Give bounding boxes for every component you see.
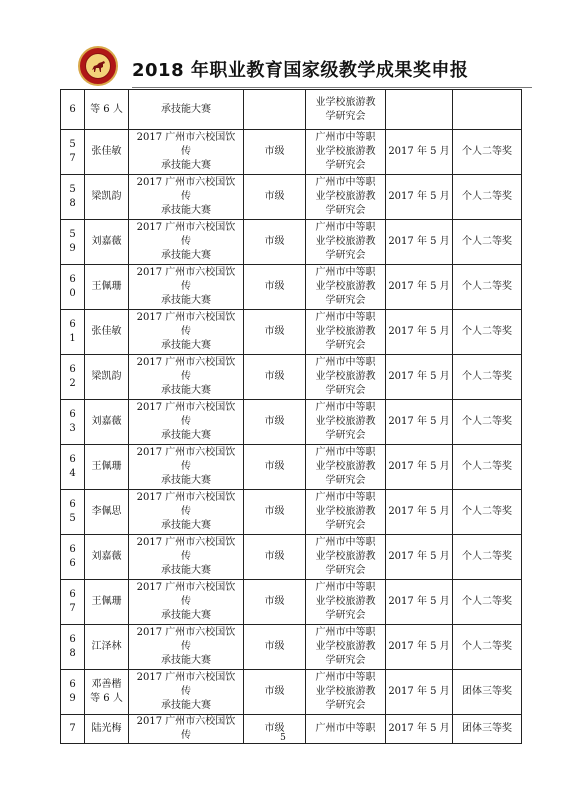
row-number: 6 4 xyxy=(61,445,85,490)
row-number: 6 5 xyxy=(61,490,85,535)
award-result: 个人二等奖 xyxy=(453,580,522,625)
organizer: 广州市中等职 业学校旅游教 学研究会 xyxy=(306,220,386,265)
row-number: 6 7 xyxy=(61,580,85,625)
student-name: 李佩思 xyxy=(85,490,129,535)
table-row xyxy=(61,535,522,580)
organizer: 业学校旅游教 学研究会 xyxy=(306,90,386,130)
award-level: 市级 xyxy=(244,400,306,445)
table-row xyxy=(61,310,522,355)
table-row xyxy=(61,130,522,175)
row-number: 5 8 xyxy=(61,175,85,220)
row-number: 6 3 xyxy=(61,400,85,445)
organizer: 广州市中等职 xyxy=(306,715,386,744)
student-name: 王佩珊 xyxy=(85,580,129,625)
award-result xyxy=(453,90,522,130)
row-number: 6 xyxy=(61,90,85,130)
competition-name: 2017 广州市六校国饮传 承技能大赛 xyxy=(129,625,244,670)
competition-name: 2017 广州市六校国饮传 承技能大赛 xyxy=(129,400,244,445)
award-date: 2017 年 5 月 xyxy=(386,670,453,715)
row-number: 6 8 xyxy=(61,625,85,670)
organizer: 广州市中等职 业学校旅游教 学研究会 xyxy=(306,310,386,355)
award-result: 个人二等奖 xyxy=(453,265,522,310)
award-result: 个人二等奖 xyxy=(453,535,522,580)
award-date xyxy=(386,90,453,130)
organizer: 广州市中等职 业学校旅游教 学研究会 xyxy=(306,265,386,310)
award-result: 团体三等奖 xyxy=(453,715,522,744)
school-logo xyxy=(78,46,118,86)
logo-emblem xyxy=(85,53,111,79)
table-row xyxy=(61,445,522,490)
header-divider xyxy=(132,87,532,88)
award-level: 市级 xyxy=(244,310,306,355)
award-date: 2017 年 5 月 xyxy=(386,580,453,625)
award-date: 2017 年 5 月 xyxy=(386,265,453,310)
award-date: 2017 年 5 月 xyxy=(386,310,453,355)
competition-name: 2017 广州市六校国饮传 承技能大赛 xyxy=(129,580,244,625)
award-date: 2017 年 5 月 xyxy=(386,715,453,744)
award-level: 市级 xyxy=(244,715,306,744)
award-date: 2017 年 5 月 xyxy=(386,220,453,265)
award-result: 个人二等奖 xyxy=(453,355,522,400)
organizer: 广州市中等职 业学校旅游教 学研究会 xyxy=(306,400,386,445)
competition-name: 2017 广州市六校国饮传 承技能大赛 xyxy=(129,265,244,310)
award-result: 个人二等奖 xyxy=(453,625,522,670)
award-date: 2017 年 5 月 xyxy=(386,130,453,175)
award-date: 2017 年 5 月 xyxy=(386,625,453,670)
award-level: 市级 xyxy=(244,265,306,310)
row-number: 6 2 xyxy=(61,355,85,400)
table-row xyxy=(61,355,522,400)
award-level: 市级 xyxy=(244,355,306,400)
student-name: 刘嘉薇 xyxy=(85,535,129,580)
student-name: 刘嘉薇 xyxy=(85,220,129,265)
row-number: 5 7 xyxy=(61,130,85,175)
organizer: 广州市中等职 业学校旅游教 学研究会 xyxy=(306,490,386,535)
award-result: 团体三等奖 xyxy=(453,670,522,715)
horse-icon xyxy=(91,60,107,73)
student-name: 等 6 人 xyxy=(85,90,129,130)
page-title: 2018 年职业教育国家级教学成果奖申报 xyxy=(132,60,469,81)
competition-name: 2017 广州市六校国饮传 承技能大赛 xyxy=(129,310,244,355)
organizer: 广州市中等职 业学校旅游教 学研究会 xyxy=(306,130,386,175)
award-date: 2017 年 5 月 xyxy=(386,400,453,445)
award-date: 2017 年 5 月 xyxy=(386,355,453,400)
competition-name: 2017 广州市六校国饮传 xyxy=(129,715,244,744)
row-number: 6 1 xyxy=(61,310,85,355)
award-level: 市级 xyxy=(244,220,306,265)
organizer: 广州市中等职 业学校旅游教 学研究会 xyxy=(306,175,386,220)
award-level: 市级 xyxy=(244,490,306,535)
table-row xyxy=(61,90,522,130)
organizer: 广州市中等职 业学校旅游教 学研究会 xyxy=(306,445,386,490)
award-result: 个人二等奖 xyxy=(453,130,522,175)
competition-name: 2017 广州市六校国饮传 承技能大赛 xyxy=(129,670,244,715)
award-result: 个人二等奖 xyxy=(453,310,522,355)
award-date: 2017 年 5 月 xyxy=(386,535,453,580)
award-level: 市级 xyxy=(244,445,306,490)
page-number: 5 xyxy=(280,733,286,743)
student-name: 梁凯韵 xyxy=(85,355,129,400)
table-row xyxy=(61,625,522,670)
student-name: 刘嘉薇 xyxy=(85,400,129,445)
award-level: 市级 xyxy=(244,535,306,580)
organizer: 广州市中等职 业学校旅游教 学研究会 xyxy=(306,355,386,400)
table-row xyxy=(61,175,522,220)
organizer: 广州市中等职 业学校旅游教 学研究会 xyxy=(306,625,386,670)
organizer: 广州市中等职 业学校旅游教 学研究会 xyxy=(306,580,386,625)
table-row xyxy=(61,490,522,535)
student-name: 陆光梅 xyxy=(85,715,129,744)
award-date: 2017 年 5 月 xyxy=(386,445,453,490)
awards-table xyxy=(60,89,522,744)
award-result: 个人二等奖 xyxy=(453,445,522,490)
page-header xyxy=(70,48,530,88)
table-row xyxy=(61,265,522,310)
competition-name: 2017 广州市六校国饮传 承技能大赛 xyxy=(129,175,244,220)
award-result: 个人二等奖 xyxy=(453,490,522,535)
competition-name: 2017 广州市六校国饮传 承技能大赛 xyxy=(129,490,244,535)
organizer: 广州市中等职 业学校旅游教 学研究会 xyxy=(306,670,386,715)
competition-name: 2017 广州市六校国饮传 承技能大赛 xyxy=(129,355,244,400)
table-row xyxy=(61,580,522,625)
award-result: 个人二等奖 xyxy=(453,400,522,445)
row-number: 5 9 xyxy=(61,220,85,265)
row-number: 6 6 xyxy=(61,535,85,580)
competition-name: 2017 广州市六校国饮传 承技能大赛 xyxy=(129,445,244,490)
student-name: 张佳敏 xyxy=(85,130,129,175)
table-row xyxy=(61,400,522,445)
student-name: 邓善楷 等 6 人 xyxy=(85,670,129,715)
row-number: 6 9 xyxy=(61,670,85,715)
award-date: 2017 年 5 月 xyxy=(386,490,453,535)
award-result: 个人二等奖 xyxy=(453,220,522,265)
organizer: 广州市中等职 业学校旅游教 学研究会 xyxy=(306,535,386,580)
student-name: 王佩珊 xyxy=(85,265,129,310)
student-name: 王佩珊 xyxy=(85,445,129,490)
competition-name: 2017 广州市六校国饮传 承技能大赛 xyxy=(129,220,244,265)
student-name: 梁凯韵 xyxy=(85,175,129,220)
award-level: 市级 xyxy=(244,130,306,175)
competition-name: 承技能大赛 xyxy=(129,90,244,130)
competition-name: 2017 广州市六校国饮传 承技能大赛 xyxy=(129,535,244,580)
student-name: 张佳敏 xyxy=(85,310,129,355)
table-row xyxy=(61,670,522,715)
award-level: 市级 xyxy=(244,580,306,625)
award-level: 市级 xyxy=(244,625,306,670)
award-level xyxy=(244,90,306,130)
award-result: 个人二等奖 xyxy=(453,175,522,220)
row-number: 7 xyxy=(61,715,85,744)
table-row xyxy=(61,220,522,265)
row-number: 6 0 xyxy=(61,265,85,310)
award-level: 市级 xyxy=(244,175,306,220)
award-date: 2017 年 5 月 xyxy=(386,175,453,220)
student-name: 江泽林 xyxy=(85,625,129,670)
award-level: 市级 xyxy=(244,670,306,715)
competition-name: 2017 广州市六校国饮传 承技能大赛 xyxy=(129,130,244,175)
